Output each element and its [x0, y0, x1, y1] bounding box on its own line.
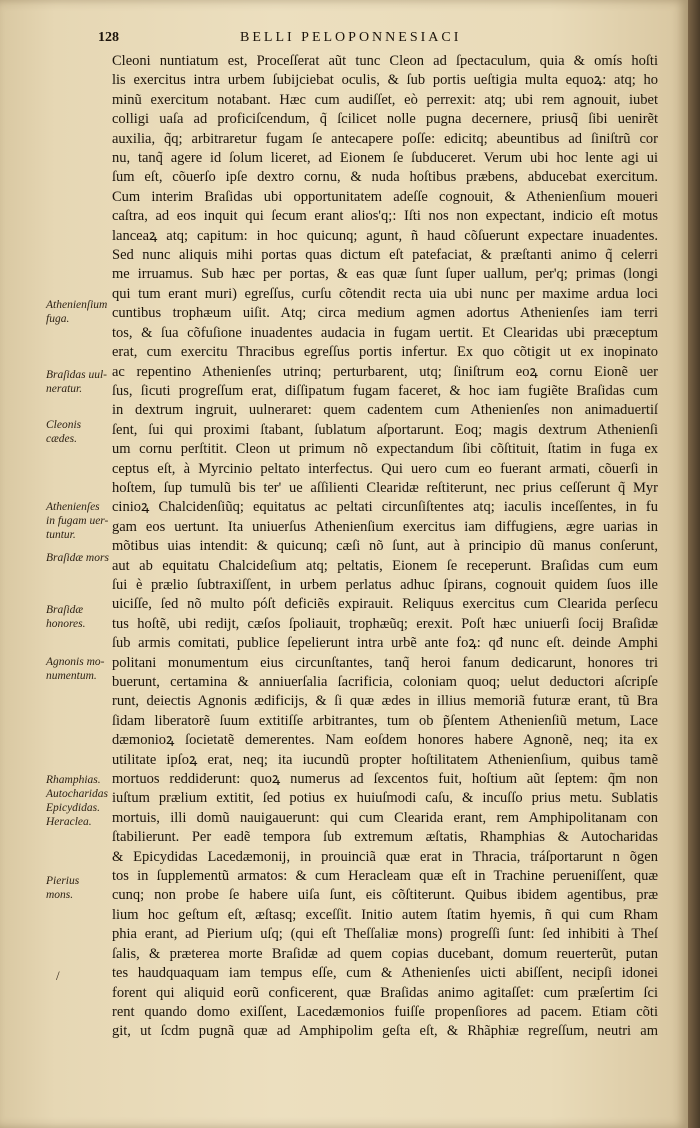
margin-note-line: Agnonis mo-: [46, 656, 105, 668]
text-line: dæmonioꝝ ſocietatẽ demerentes. Nam eoſdem honores habere Agnonẽ, neq; ita ex: [112, 732, 658, 749]
text-line: ſum eſt, cõuerſo ipſe dextro cornu, & nuda hoſtibus præbens, abducebat exercitum.: [112, 169, 658, 186]
margin-note-athen-fugam: [46, 500, 108, 542]
margin-note-rhamphias: [46, 773, 108, 829]
text-line: auxilia, q̃q; arbitraretur fugam ſe antecapere poſſe: edicitq; abeuntibus ad ſiniſtrũ cor: [112, 130, 658, 147]
text-line: mortuis, illi domũ nauigauerunt: qui cum Clearida erant, rem Amphipolitanam con: [112, 809, 658, 826]
text-line: ac repentino Athenienſes utrinq; perturbarent, utq; ſiniſtrum eoꝝ cornu Eionẽ uer: [112, 363, 658, 380]
text-line: caſtra, ad eos inquit qui ſecum erant alios'q;: Iſti nos non expectant, indicio eſt motus: [112, 208, 658, 225]
margin-note-agnonis-mon: [46, 655, 104, 683]
text-line: ſalis, & præterea morte Braſidæ ad quem copias ducebant, domum reuerterũt, putan: [112, 945, 658, 962]
text-line: hoſtem, ſup tumulũ bis ter' ue aſſilienti Clearidæ reſtiterunt, nec prius ceſſerunt q̃ Myr: [112, 479, 658, 496]
text-line: Sed nunc aliquis mihi portas quas dictum eſt patefaciat, & præſtanti animo q̃ celerri: [112, 247, 658, 264]
text-line: ſui è prælio ſubtraxiſſent, in urbem perlatus adhuc ſpirans, cognouit quidem ſuos ille: [112, 576, 658, 593]
margin-note-line: numentum.: [46, 670, 97, 682]
margin-note-line: Braſidas uul-: [46, 369, 108, 381]
text-line: & Epicydidas Lacedæmonij, in prouinciã quæ erat in Thracia, tráſportarunt n õgen: [112, 848, 658, 865]
margin-note-line: Heraclea.: [46, 816, 92, 828]
text-line: ſus, ſicuti progreſſum erat, diſſipatum fugam faceret, & hoc iam fugiẽte Braſidas cum: [112, 382, 658, 399]
text-line: git, ut ſcdm pugnã quæ ad Amphipolim geſta eſt, & Rhãphiæ regreſſum, neutri am: [112, 1023, 658, 1040]
text-line: phia erant, ad Pierium uſq; (qui eſt Theſſaliæ mons) progreſſi ſunt: ſed inhibiti à Theſ: [112, 926, 658, 943]
margin-note-line: Epicydidas.: [46, 802, 100, 814]
margin-note-brasidas-vuln: [46, 368, 107, 396]
margin-note-line: tuntur.: [46, 529, 76, 541]
text-line: aut ab equitatu Chalcideſium atq; peltatis, Eionem ſe receperunt. Braſidas cum eum: [112, 557, 658, 574]
main-text-block: [112, 52, 658, 1042]
text-line: rent quando domo exiſſent, Lacedæmonios fuiſſe propenſiores ad pacem. Etiam cõti: [112, 1003, 658, 1020]
margin-note-line: Autocharidas: [46, 788, 108, 800]
text-line: ſtabilierunt. Per eadẽ tempora ſub extremum æſtatis, Rhamphias & Autocharidas: [112, 829, 658, 846]
margin-note-athen-fuga: [46, 298, 107, 326]
text-line: cuntibus trophæum uiſit. Atq; circa medium agmen adortus Athenienſes iam terri: [112, 305, 658, 322]
margin-note-line: fuga.: [46, 313, 70, 325]
margin-note-brasidae-mors: [46, 551, 109, 565]
text-line: tos in ſupplementũ armatos: & cum Heracleam quæ eſt in Trachine perueniſſent, quæ: [112, 868, 658, 885]
running-head: BELLI PELOPONNESIACI: [240, 30, 462, 45]
margin-notes: [46, 0, 118, 1128]
text-line: in dextrum ingruit, uulneraret: quem cadentem cum Athenienſes non animaduertiſ: [112, 402, 658, 419]
text-line: tus hoſtẽ, ubi redijt, cæſos ſpoliauit, trophæũq; erexit. Poſt hæc uniuerſi ſocij Braſidæ: [112, 615, 658, 632]
margin-note-brasidae-honores: [46, 603, 86, 631]
text-line: forent qui aliquid eorũ conficerent, quæ Braſidas animo agitaſſet: cum præſertim ſci: [112, 984, 658, 1001]
text-line: politani monumentum eius circunſtantes, tanq̃ heroi fanum dedicarunt, honores tri: [112, 654, 658, 671]
margin-note-line: neratur.: [46, 383, 83, 395]
text-line: ſent, ſui qui proximi ſtabant, ſublatum aſportarunt. Eoq; magis dextrum Athenienſi: [112, 421, 658, 438]
text-line: cunq; non probe ſe habere uiſa ſunt, eis cõſtiterunt. Quibus ibidem agentibus, præ: [112, 887, 658, 904]
text-line: Cum interim Braſidas ubi opportunitatem adeſſe cognouit, & Athenienſium moueri: [112, 188, 658, 205]
text-line: utilitate ipſoꝝ erat, neq; ita iucundũ propter hoſtilitatem Athenienſium, quibus tamẽ: [112, 751, 658, 768]
text-line: runt, deiectis Agnonis ædificijs, & ſi quæ ædes in illius memoriã futuræ erant, tũ Bra: [112, 693, 658, 710]
text-line: uiciſſe, ſed nõ multo póſt deficiẽs expirauit. Reliquus exercitus cum Clearida perſecu: [112, 596, 658, 613]
text-line: tes haudquaquam iam tempus eſſe, cum & Athenienſes uicti abiſſent, necipſi idonei: [112, 965, 658, 982]
text-line: lis exercitus intra urbem ſubijciebat oculis, & ſub portis ueſtigia multa equoꝝ: atq; ho: [112, 72, 658, 89]
text-line: iuſtum prælium extitit, ſed potius ex huiuſmodi caſu, & incuſſo prius metu. Sublatis: [112, 790, 658, 807]
text-line: um cornu perſtitit. Cleon ut primum nõ expectandum ſibi cõſtituit, ſtatim in fuga ex: [112, 441, 658, 458]
margin-note-line: Athenienſium: [46, 299, 108, 311]
margin-note-line: Rhamphias.: [46, 774, 101, 786]
text-line: ſub armis comitati, publice ſepelierunt intra urbẽ ante foꝝ: qđ nunc eſt. deinde Amphi: [112, 635, 658, 652]
margin-note-line: Braſidæ mors: [46, 552, 109, 564]
text-line: ſidam liberatorẽ ſuum extitiſſe arbitrantes, tum ob p̃ſentem Athenienſiũ metum, Lace: [112, 712, 658, 729]
text-line: tos, & ſua cõfuſione inuadentes audacia in fugam uertit. Et Clearidas ubi præceptum: [112, 324, 658, 341]
text-line: nu, tanq̃ agere id ſolum liceret, ad Eionem ſe ſubduceret. Verum ubi hoc lente agi ui: [112, 150, 658, 167]
margin-note-pierius: [46, 874, 79, 902]
text-line: me irruamus. Sub hæc per portas, & eas quæ ſunt ſuper uallum, per'q; primas (longi: [112, 266, 658, 283]
text-line: mortuos reddiderunt: quoꝝ numerus ad ſexcentos fuit, hoſtium aũt ſeptem: q̃m non: [112, 771, 658, 788]
margin-note-line: mons.: [46, 889, 74, 901]
text-line: mõtibus uias intendit: & quicunq; cæſi nõ ſunt, aut à principio dũ manus conſerunt,: [112, 538, 658, 555]
margin-note-line: cædes.: [46, 433, 77, 445]
text-line: cinioꝝ Chalcidenſiũq; equitatus ac peltati circunſiſtentes atq; iaculis inceſſentes, in fu: [112, 499, 658, 516]
margin-note-line: honores.: [46, 618, 86, 630]
stray-mark: /: [56, 968, 60, 983]
text-line: qui tum erant muri) egreſſus, curſu cõtendit recta uia ubi nunc per maxime ardua loci: [112, 285, 658, 302]
margin-note-line: Pierius: [46, 875, 80, 887]
page-gutter-edge: [688, 0, 700, 1128]
text-line: lium hoc geſtum eſt, æſtasq; exceſſit. Initio autem ſtatim hyemis, ñ qui cum Rham: [112, 906, 658, 923]
text-line: minũ exercitum notabant. Hæc cum audiſſet, eò perrexit: atq; ubi rem agnouit, iubet: [112, 91, 658, 108]
margin-note-cleonis-caedes: [46, 418, 81, 446]
margin-note-line: in fugam uer-: [46, 515, 109, 527]
text-line: buerunt, certamina & anniuerſalia ſacrificia, coloniam quoq; uelut deductori aſcripſe: [112, 674, 658, 690]
text-line: ceptus eſt, à Myrcinio peltato interfectus. Qui uero cum eo fuerant armati, cõuerſi in: [112, 460, 658, 477]
margin-note-line: Athenienſes: [46, 501, 100, 513]
margin-note-line: Cleonis: [46, 419, 82, 431]
text-line: Cleoni nuntiatum est, Proceſſerat aũt tunc Cleon ad ſpectaculum, quia & omís hoſti: [112, 53, 658, 69]
text-line: erat, cum exercitu Thracibus egreſſus portis infertur. Ex quo cõtigit ut ex inopinato: [112, 344, 658, 361]
text-line: lanceaꝝ atq; capitum: in hoc quicunq; agunt, ñ haud cõſuerunt expectare inuadentes.: [112, 227, 658, 244]
text-line: gam eos uertunt. Ita uniuerſus Athenienſium exercitus iam diffugiens, ægre uarias in: [112, 518, 658, 535]
margin-note-line: Braſidæ: [46, 604, 84, 616]
text-line: colligi uaſa ad proficiſcendum, q̃ ſcilicet nolle pugna decernere, priusq̃ ſibi uenirẽt: [112, 111, 658, 128]
page-number: 128: [98, 30, 119, 45]
